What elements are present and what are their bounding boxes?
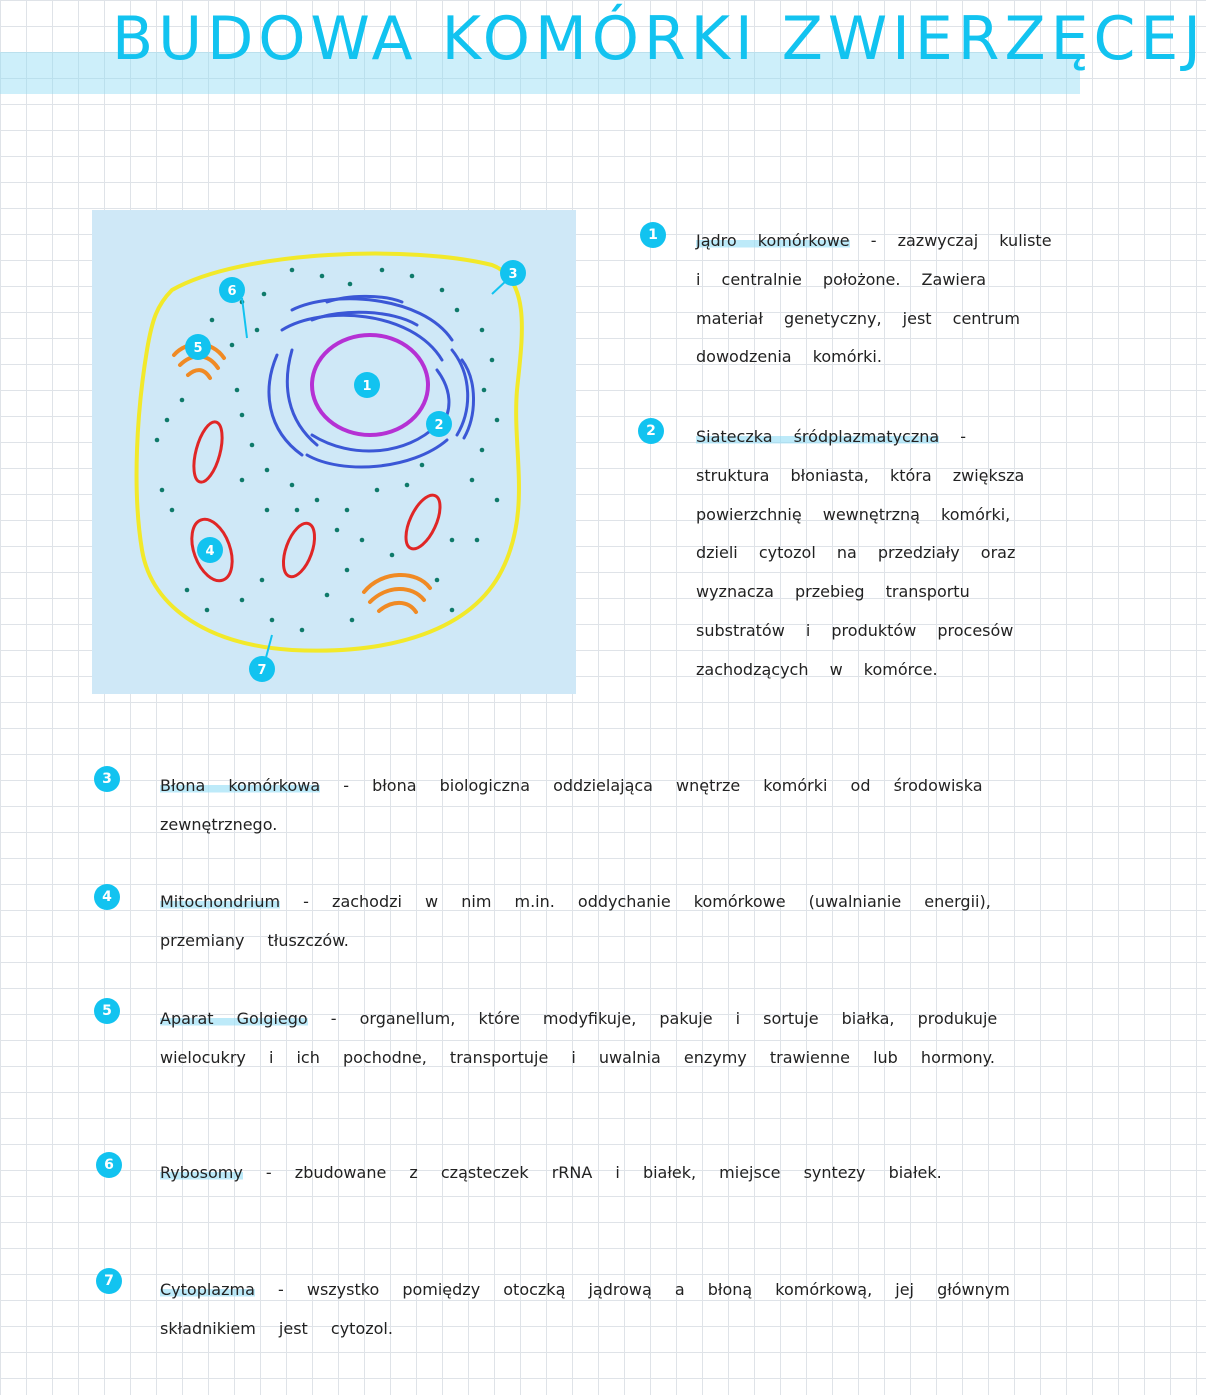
label-4 (197, 537, 223, 563)
cell-diagram (92, 210, 576, 694)
note-description: - zachodzi w nim m.in. oddychanie komórkowe (uwalnianie energii), przemiany tłuszczów. (160, 892, 991, 950)
note-7 (160, 1271, 1040, 1349)
diagram-labels (185, 260, 526, 682)
svg-text:6: 6 (227, 284, 237, 299)
note-term: Mitochondrium (160, 892, 281, 911)
note-description: - wszystko pomiędzy otoczką jądrową a błoną komórkową, jej głównym składnikiem jest cytozol. (160, 1280, 1010, 1338)
note-number-badge: 6 (96, 1152, 122, 1178)
note-number-badge: 1 (640, 222, 666, 248)
label-7 (249, 656, 275, 682)
label-2 (426, 411, 452, 437)
note-2 (696, 418, 1058, 690)
note-description: - organellum, które modyfikuje, pakuje i sortuje białka, produkuje wielocukry i ich pochodne, transportuje i uwalnia enzymy trawienne lub hormony. (160, 1009, 998, 1067)
note-description: - zazwyczaj kuliste i centralnie położone. Zawiera materiał genetyczny, jest centrum dowodzenia komórki. (696, 231, 1052, 367)
page-title: BUDOWA KOMÓRKI ZWIERZĘCEJ (112, 4, 1206, 74)
note-description: - struktura błoniasta, która zwiększa powierzchnię wewnętrzną komórki, dzieli cytozol na przedziały oraz wyznacza przebieg transportu substratów i produktów procesów zachodzących w komórce. (696, 427, 1025, 679)
note-term: Cytoplazma (160, 1280, 255, 1299)
label-3 (500, 260, 526, 286)
note-number-badge: 2 (638, 418, 664, 444)
note-term: Jądro komórkowe (696, 231, 850, 250)
note-number-badge: 4 (94, 884, 120, 910)
note-term: Aparat Golgiego (160, 1009, 308, 1028)
note-number-badge: 3 (94, 766, 120, 792)
label-5 (185, 334, 211, 360)
note-term: Błona komórkowa (160, 776, 321, 795)
cell-diagram-svg (92, 210, 576, 694)
label-leaders (242, 280, 507, 665)
note-description: - błona biologiczna oddzielająca wnętrze komórki od środowiska zewnętrznego. (160, 776, 983, 834)
svg-text:7: 7 (257, 663, 267, 678)
note-6 (160, 1154, 1040, 1193)
note-3 (160, 767, 1040, 845)
note-number-badge: 7 (96, 1268, 122, 1294)
svg-text:5: 5 (193, 341, 203, 356)
note-description: - zbudowane z cząsteczek rRNA i białek, miejsce syntezy białek. (242, 1163, 942, 1182)
note-term: Siateczka śródplazmatyczna (696, 427, 940, 446)
note-4 (160, 883, 1040, 961)
label-6 (219, 277, 245, 303)
ribosomes (155, 268, 500, 633)
note-number-badge: 5 (94, 998, 120, 1024)
svg-text:4: 4 (205, 544, 215, 559)
svg-text:2: 2 (434, 418, 444, 433)
note-5 (160, 1000, 1040, 1078)
label-1 (354, 372, 380, 398)
svg-text:3: 3 (508, 267, 518, 282)
svg-text:1: 1 (362, 379, 372, 394)
note-term: Rybosomy (160, 1163, 243, 1182)
note-1 (696, 222, 1058, 377)
